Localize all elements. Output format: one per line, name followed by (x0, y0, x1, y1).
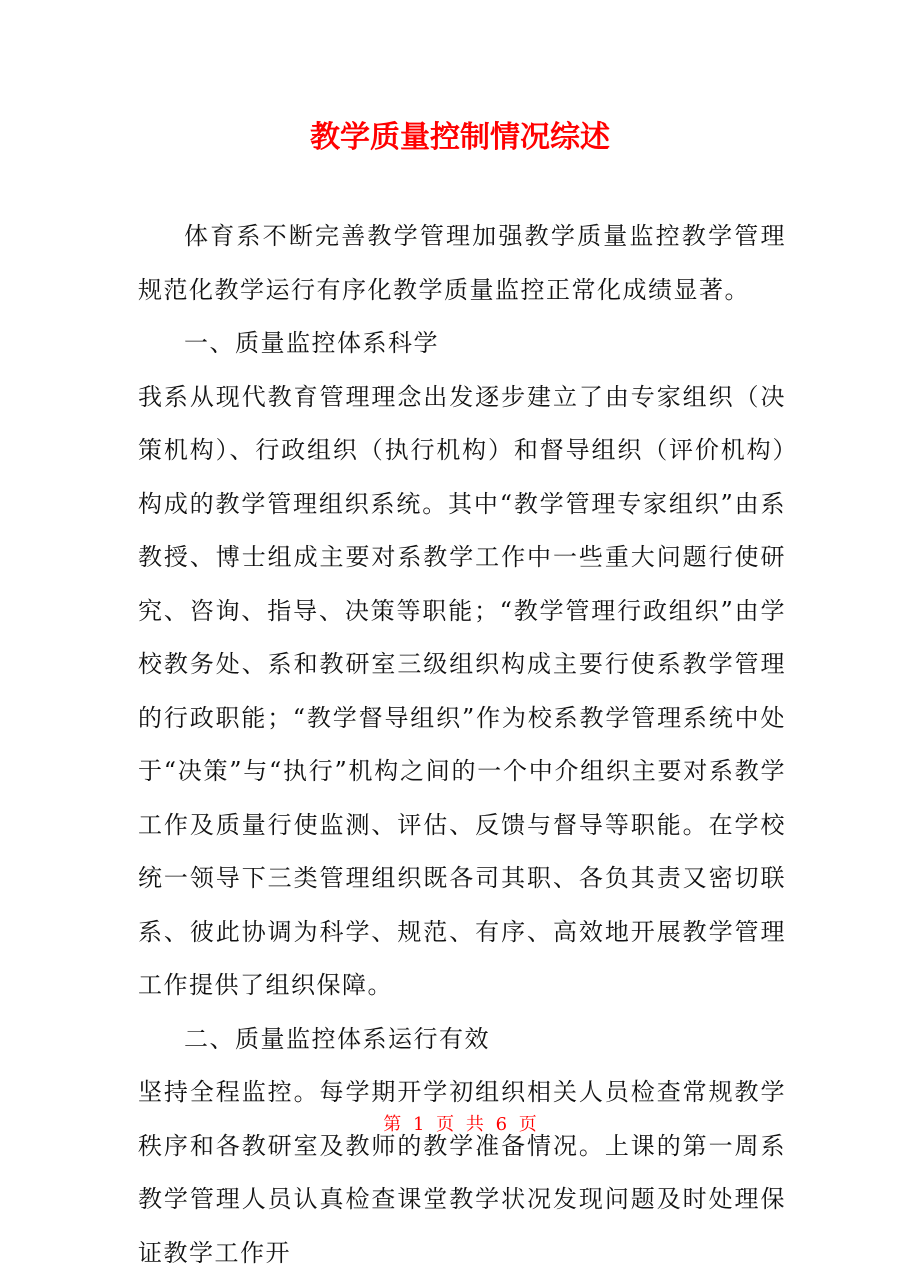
document-title: 教学质量控制情况综述 (310, 120, 610, 155)
page-number-footer: 第 1 页 共 6 页 (383, 1114, 537, 1135)
section-heading-1: 一、质量监控体系科学 (184, 329, 439, 357)
section-1-paragraph: 我系从现代教育管理理念出发逐步建立了由专家组织（决策机构）、行政组织（执行机构）和督导组织（评价机构）构成的教学管理组织系统。其中“教学管理专家组织”由系教授、博士组成主要对系教学工作中一些重大问题行使研究、咨询、指导、决策等职能；“教学管理行政组织”由学校教务处、系和教研室三级组织构成主要行使系教学管理的行政职能；“教学督导组织”作为校系教学管理系统中处于“决策”与“执行”机构之间的一个中介组织主要对系教学工作及质量行使监测、评估、反馈与督导等职能。在学校统一领导下三类管理组织既各司其职、各负其责又密切联系、彼此协调为科学、规范、有序、高效地开展教学管理工作提供了组织保障。 (138, 382, 786, 999)
section-2-paragraph: 坚持全程监控。每学期开学初组织相关人员检查常规教学秩序和各教研室及教师的教学准备情况。上课的第一周系教学管理人员认真检查课堂教学状况发现问题及时处理保证教学工作开 (138, 1078, 786, 1267)
intro-paragraph: 体育系不断完善教学管理加强教学质量监控教学管理规范化教学运行有序化教学质量监控正常化成绩显著。 (138, 222, 786, 304)
section-heading-2: 二、质量监控体系运行有效 (184, 1024, 490, 1053)
